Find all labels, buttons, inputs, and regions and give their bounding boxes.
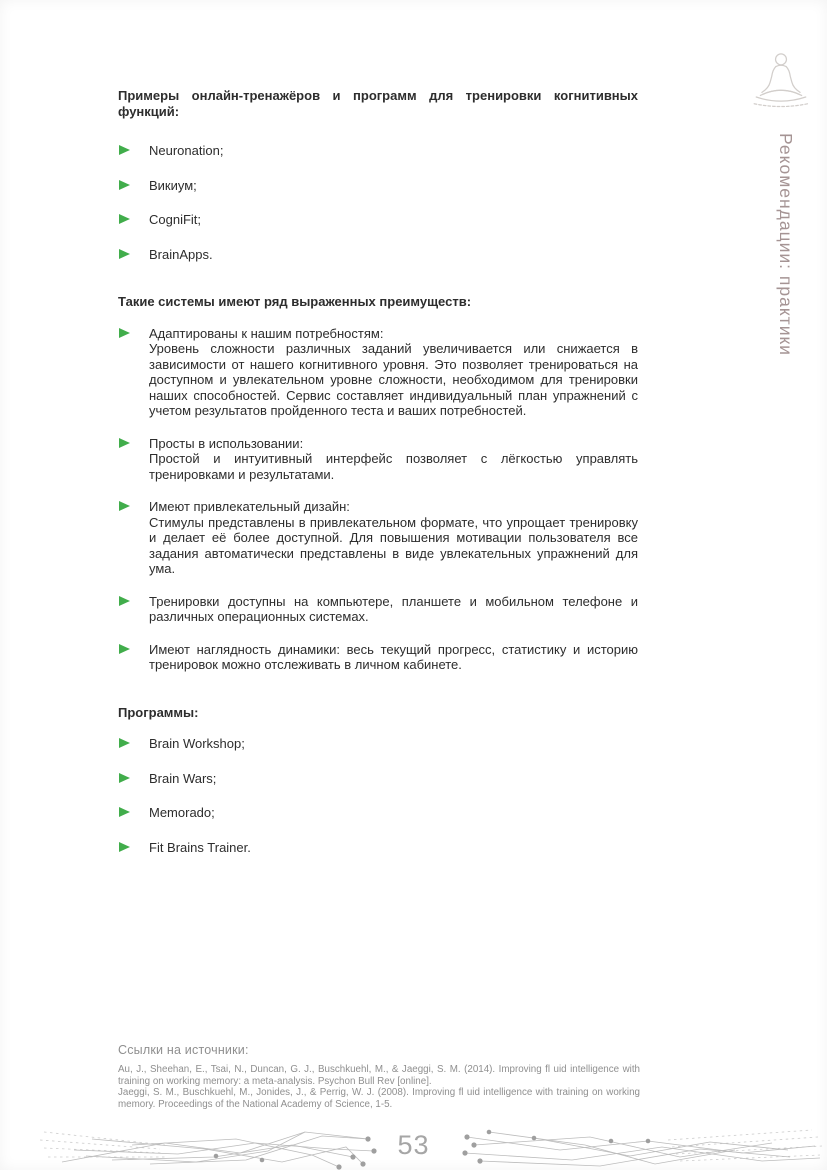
list-item [118, 840, 638, 856]
triangle-bullet-icon [119, 249, 130, 259]
advantage-body: Простой и интуитивный интерфейс позволяет с лёгкостью управлять тренировками и результатами. [149, 451, 638, 482]
sources-section [118, 1043, 640, 1110]
trainer-list [118, 143, 638, 262]
triangle-bullet-icon [119, 644, 130, 654]
sources-heading: Ссылки на источники: [118, 1043, 249, 1057]
advantage-title: Просты в использовании: [149, 435, 304, 451]
intro-heading: Примеры онлайн-тренажёров и программ для тренировки когнитивных функций: [118, 88, 638, 119]
list-item [118, 247, 638, 263]
triangle-bullet-icon [119, 596, 130, 606]
trainer-name: BrainApps. [149, 246, 213, 262]
program-name: Brain Wars; [149, 770, 217, 786]
program-list [118, 736, 638, 855]
triangle-bullet-icon [119, 842, 130, 852]
advantage-title: Адаптированы к нашим потребностям: [149, 325, 384, 341]
advantages-heading: Такие системы имеют ряд выраженных преимуществ: [118, 294, 472, 309]
meditation-icon [748, 50, 814, 110]
triangle-bullet-icon [119, 180, 130, 190]
advantage-item [118, 436, 638, 483]
list-item [118, 143, 638, 159]
trainer-name: Neuronation; [149, 143, 224, 158]
sidebar-section-label: Рекомендации: практики [776, 133, 796, 356]
programs-heading: Программы: [118, 704, 199, 720]
triangle-bullet-icon [119, 738, 130, 748]
advantage-body: Имеют наглядность динамики: весь текущий прогресс, статистику и историю тренировок можно отслеживать в личном кабинете. [149, 641, 638, 672]
program-name: Fit Brains Trainer. [149, 839, 251, 855]
advantage-item [118, 499, 638, 577]
source-reference: Au, J., Sheehan, E., Tsai, N., Duncan, G. J., Buschkuehl, M., & Jaeggi, S. M. (2014). Improving fl uid intelligence with training on working memory: a meta-analysis. Psychon Bull Rev [online]. [118, 1064, 640, 1087]
advantage-list [118, 326, 638, 673]
advantage-body: Стимулы представлены в привлекательном формате, что упрощает тренировку и делает её более доступной. Для повышения мотивации пользователя все задания автоматически представлены в виде увлекательных упражнений для ума. [149, 514, 638, 576]
list-item [118, 736, 638, 752]
trainer-name: CogniFit; [149, 212, 202, 227]
page-number: 53 [397, 1130, 430, 1160]
advantage-body: Уровень сложности различных заданий увеличивается или снижается в зависимости от нашего когнитивного уровня. Это позволяет тренироваться на доступном и увлекательном уровне сложности, необходимом для тренировки наших способностей. Сервис составляет индивидуальный план упражнений с учетом результатов пройденного теста и ваших потребностей. [149, 341, 638, 418]
advantage-item [118, 326, 638, 419]
triangle-bullet-icon [119, 145, 130, 155]
list-item [118, 771, 638, 787]
advantage-item [118, 642, 638, 673]
triangle-bullet-icon [119, 438, 130, 448]
advantage-title: Имеют привлекательный дизайн: [149, 499, 350, 514]
triangle-bullet-icon [119, 501, 130, 511]
list-item [118, 178, 638, 194]
advantage-body: Тренировки доступны на компьютере, планшете и мобильном телефоне и различных операционных системах. [149, 593, 638, 624]
source-reference: Jaeggi, S. M., Buschkuehl, M., Jonides, J., & Perrig, W. J. (2008). Improving fl uid intelligence with training on working memory. Proceedings of the National Academy of Science, 1-5. [118, 1087, 640, 1110]
program-name: Memorado; [149, 805, 215, 820]
trainer-name: Викиум; [149, 177, 197, 193]
program-name: Brain Workshop; [149, 736, 245, 751]
advantage-item [118, 594, 638, 625]
triangle-bullet-icon [119, 214, 130, 224]
triangle-bullet-icon [119, 807, 130, 817]
main-content [118, 88, 638, 874]
list-item [118, 212, 638, 228]
triangle-bullet-icon [119, 328, 130, 338]
triangle-bullet-icon [119, 773, 130, 783]
list-item [118, 805, 638, 821]
